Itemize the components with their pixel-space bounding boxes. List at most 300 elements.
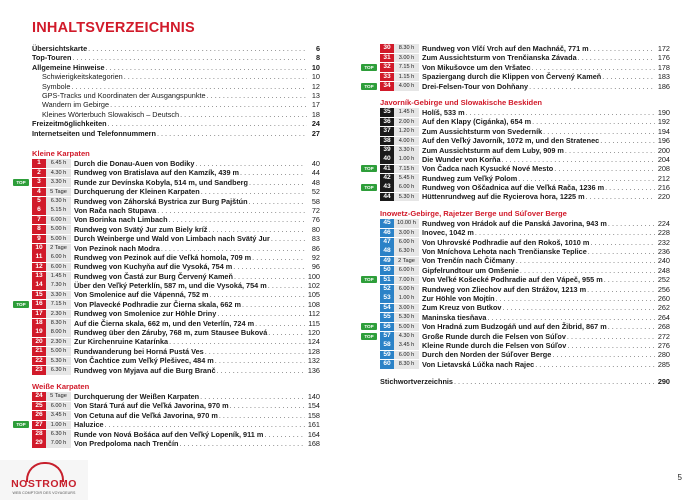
route-page: 240 <box>657 256 670 266</box>
logo-name: NOSTROMO <box>11 478 77 490</box>
route-duration: 6.00 h <box>394 285 419 294</box>
route-duration: 6.00 h <box>46 402 71 411</box>
route-entry[interactable] <box>32 347 320 356</box>
route-title: Von Čachtice zum Veľký Plešivec, 484 m <box>74 356 214 366</box>
route-entry[interactable] <box>32 197 320 206</box>
route-duration: 5.30 h <box>46 357 71 366</box>
route-entry[interactable] <box>380 350 670 359</box>
route-entry[interactable] <box>32 309 320 318</box>
route-entry[interactable] <box>380 341 670 350</box>
route-entry[interactable] <box>32 337 320 346</box>
route-page: 262 <box>657 303 670 313</box>
toc-entry-title: Internetseiten und Telefonnummern <box>32 128 156 138</box>
toc-entry-page: 17 <box>311 100 320 110</box>
route-entry[interactable] <box>32 439 320 448</box>
route-entry[interactable] <box>380 72 670 81</box>
route-duration: 6.00 h <box>46 263 71 272</box>
route-entry[interactable] <box>364 62 670 72</box>
toc-entry-page: 8 <box>315 53 320 63</box>
route-number: 11 <box>32 253 46 262</box>
route-page: 216 <box>657 183 670 193</box>
route-entry[interactable] <box>32 253 320 262</box>
toc-leader <box>179 439 305 448</box>
route-page: 83 <box>311 234 320 244</box>
route-duration: 5.00 h <box>394 323 419 332</box>
route-number: 30 <box>380 44 394 53</box>
route-entry[interactable] <box>380 146 670 155</box>
route-duration: 6.30 h <box>46 366 71 375</box>
toc-leader <box>554 164 655 173</box>
route-title: Maninska tiesňava <box>422 312 487 322</box>
left-column <box>16 148 320 448</box>
route-entry[interactable] <box>32 187 320 196</box>
top-tour-badge: TOP <box>13 179 29 186</box>
route-duration: 6.00 h <box>394 351 419 360</box>
route-title: Rundweg von Pezinok auf die Veľká homola, 709 m <box>74 252 252 262</box>
keyword-index-page: 290 <box>657 377 670 387</box>
route-entry[interactable] <box>364 322 670 332</box>
route-page: 48 <box>311 177 320 187</box>
toc-leader <box>502 303 655 312</box>
route-page: 92 <box>311 252 320 262</box>
route-duration: 1.00 h <box>394 294 419 303</box>
route-entry[interactable] <box>32 168 320 177</box>
route-title: Kleine Runde durch die Felsen von Súľov <box>422 340 567 350</box>
route-title: Von Mikušovce um den Vršatec <box>422 62 531 72</box>
route-entry[interactable] <box>32 281 320 290</box>
route-entry[interactable] <box>364 81 670 91</box>
route-title: Von Cetuna auf die Veľká Javorina, 970 m <box>74 410 218 420</box>
route-entry[interactable] <box>380 127 670 136</box>
route-duration: 8.30 h <box>394 44 419 53</box>
route-title: Durch die Donau-Auen von Bodiky <box>74 159 195 168</box>
toc-entry-page: 12 <box>311 81 320 91</box>
toc-leader <box>240 168 305 177</box>
toc-leader <box>217 366 305 375</box>
route-title: Zur Höhle von Mojtín <box>422 293 495 303</box>
route-number: 47 <box>380 238 394 247</box>
right-column <box>364 44 670 387</box>
route-title: Rundweg von Bratislava auf den Kamzík, 439 m <box>74 168 240 178</box>
route-page: 86 <box>311 243 320 253</box>
route-page: 168 <box>307 438 320 448</box>
route-page: 183 <box>657 72 670 82</box>
route-duration: 5.30 h <box>394 313 419 322</box>
toc-leader <box>207 91 307 100</box>
section-heading: Weiße Karpaten <box>32 381 90 391</box>
route-entry[interactable] <box>32 430 320 439</box>
top-tour-badge: TOP <box>361 323 377 330</box>
toc-leader <box>169 337 305 346</box>
route-page: 280 <box>657 350 670 360</box>
route-entry[interactable] <box>364 183 670 193</box>
toc-entry[interactable] <box>32 129 320 138</box>
route-page: 176 <box>657 53 670 63</box>
route-entry[interactable] <box>380 303 670 312</box>
route-page: 228 <box>657 228 670 238</box>
toc-entry[interactable] <box>32 82 320 91</box>
route-duration: 5.00 h <box>46 347 71 356</box>
toc-leader <box>169 215 305 224</box>
toc-leader <box>71 82 307 91</box>
route-entry[interactable] <box>364 275 670 285</box>
route-number: 19 <box>32 328 46 337</box>
toc-leader <box>249 178 305 187</box>
route-number: 1 <box>32 159 46 168</box>
route-duration: 3.30 h <box>46 291 71 300</box>
route-title: Von Stará Turá auf die Veľká Javorina, 970 m <box>74 401 229 411</box>
route-duration: 4.00 h <box>394 82 419 91</box>
toc-leader <box>532 63 655 72</box>
route-number: 22 <box>32 357 46 366</box>
route-entry[interactable] <box>380 136 670 145</box>
toc-leader <box>106 63 307 72</box>
toc-leader <box>496 294 655 303</box>
route-section <box>364 208 670 369</box>
route-duration: 3.45 h <box>394 341 419 350</box>
route-number: 40 <box>380 155 394 164</box>
toc-leader <box>264 430 305 439</box>
route-entry[interactable] <box>380 313 670 322</box>
route-duration: 4.30 h <box>46 169 71 178</box>
toc-leader <box>518 174 655 183</box>
route-duration: 8.30 h <box>394 360 419 369</box>
route-entry[interactable] <box>380 192 670 201</box>
route-number: 55 <box>380 313 394 322</box>
route-page: 105 <box>307 290 320 300</box>
toc-entry[interactable] <box>32 63 320 72</box>
route-number: 28 <box>32 430 46 439</box>
route-entry[interactable] <box>364 331 670 341</box>
route-duration: 5.00 h <box>46 225 71 234</box>
route-title: Drei-Felsen-Tour von Dohňany <box>422 81 529 91</box>
route-page: 194 <box>657 126 670 136</box>
route-title: Zur Kirchenruine Katarínka <box>74 337 169 347</box>
route-title: Gipfelrundtour um Omšenie <box>422 265 519 275</box>
route-page: 192 <box>657 117 670 127</box>
route-section <box>16 381 320 448</box>
route-number: 36 <box>380 118 394 127</box>
route-page: 161 <box>307 420 320 430</box>
route-page: 276 <box>657 340 670 350</box>
toc-entry[interactable] <box>32 110 320 119</box>
route-entry[interactable] <box>380 174 670 183</box>
toc-leader <box>233 262 305 271</box>
route-page: 112 <box>308 309 320 319</box>
route-title: Von Uhrovské Podhradie auf den Rokoš, 1010 m <box>422 237 590 247</box>
toc-leader <box>105 420 305 429</box>
route-title: Rundweg von Hrádok auf die Panská Javorina, 943 m <box>422 218 607 228</box>
toc-leader <box>268 281 305 290</box>
route-page: 115 <box>308 318 320 328</box>
route-entry[interactable] <box>32 272 320 281</box>
route-number: 54 <box>380 304 394 313</box>
toc-leader <box>535 360 655 369</box>
top-tour-badge: TOP <box>13 301 29 308</box>
route-number: 39 <box>380 146 394 155</box>
route-entry[interactable] <box>32 225 320 234</box>
route-duration: 3.00 h <box>394 304 419 313</box>
toc-entry-title: Symbole <box>42 81 71 91</box>
toc-leader <box>110 100 307 109</box>
route-duration: 7.30 h <box>46 281 71 290</box>
route-duration: 8.00 h <box>46 328 71 337</box>
toc-entry-page: 27 <box>311 128 320 138</box>
route-section <box>364 44 670 97</box>
route-page: 128 <box>307 346 320 356</box>
toc-entry-title: Top-Touren <box>32 53 72 63</box>
route-entry[interactable] <box>32 411 320 420</box>
route-entry[interactable] <box>364 164 670 174</box>
toc-leader <box>608 322 655 331</box>
toc-leader <box>520 266 655 275</box>
route-page: 248 <box>657 265 670 275</box>
route-entry[interactable] <box>380 219 670 228</box>
route-page: 52 <box>311 187 320 197</box>
route-entry[interactable] <box>380 44 670 53</box>
page-title: INHALTSVERZEICHNIS <box>32 20 195 36</box>
route-entry[interactable] <box>32 159 320 168</box>
toc-leader <box>108 119 307 128</box>
route-number: 32 <box>380 63 394 72</box>
top-tour-badge: TOP <box>361 333 377 340</box>
route-title: Von Lietavská Lúčka nach Rajec <box>422 359 535 369</box>
logo-tagline: WEB COMPTOIR DES VOYAGEURS <box>12 491 76 495</box>
toc-leader <box>271 234 305 243</box>
toc-leader <box>532 117 655 126</box>
route-entry[interactable] <box>32 262 320 271</box>
route-duration: 2.30 h <box>46 310 71 319</box>
toc-leader <box>249 197 305 206</box>
route-duration: 5.15 h <box>46 206 71 215</box>
toc-leader <box>242 300 305 309</box>
route-page: 108 <box>307 299 320 309</box>
route-number: 8 <box>32 225 46 234</box>
route-number: 44 <box>380 193 394 202</box>
route-duration: 5.00 h <box>46 235 71 244</box>
route-entry[interactable] <box>32 356 320 365</box>
route-page: 40 <box>311 159 320 168</box>
route-title: Von Mníchova Lehota nach Trenčianske Teplice <box>422 247 587 257</box>
route-page: 256 <box>657 284 670 294</box>
route-title: Rundweg von Zliechov auf den Strážov, 1213 m <box>422 284 587 294</box>
route-duration: 6.30 h <box>46 197 71 206</box>
toc-entry[interactable] <box>32 44 320 53</box>
route-number: 25 <box>32 402 46 411</box>
route-entry[interactable] <box>380 285 670 294</box>
route-number: 57 <box>380 332 394 341</box>
route-entry[interactable] <box>380 108 670 117</box>
route-page: 212 <box>657 173 670 183</box>
route-entry[interactable] <box>380 266 670 275</box>
route-entry[interactable] <box>16 299 320 309</box>
top-tour-badge: TOP <box>361 165 377 172</box>
route-page: 172 <box>657 44 670 53</box>
toc-leader <box>567 341 655 350</box>
route-duration: 2.00 h <box>394 118 419 127</box>
toc-entry-title: Wandern im Gebirge <box>42 100 110 110</box>
route-entry[interactable] <box>380 294 670 303</box>
toc-leader <box>161 244 305 253</box>
route-number: 60 <box>380 360 394 369</box>
route-number: 17 <box>32 310 46 319</box>
toc-leader <box>586 192 655 201</box>
toc-entry-title: GPS-Tracks und Koordinaten der Ausgangspunkte <box>42 90 206 100</box>
route-duration: 5.30 h <box>394 193 419 202</box>
toc-leader <box>252 253 305 262</box>
route-number: 21 <box>32 347 46 356</box>
route-title: Inovec, 1042 m <box>422 228 474 238</box>
toc-leader <box>157 129 307 138</box>
route-duration: 6.00 h <box>394 183 419 192</box>
route-number: 3 <box>32 178 46 187</box>
toc-leader <box>600 136 655 145</box>
section-heading: Javorník-Gebirge und Slowakische Beskiden <box>380 97 543 107</box>
toc-leader <box>552 350 655 359</box>
route-page: 102 <box>307 281 320 291</box>
route-entry[interactable] <box>32 206 320 215</box>
toc-leader <box>268 328 305 337</box>
route-duration: 1.45 h <box>46 272 71 281</box>
section-heading: Inowetz-Gebirge, Rajetzer Berge und Súľover Berge <box>380 208 567 218</box>
route-number: 35 <box>380 108 394 117</box>
route-title: Von Predpoloma nach Trenčín <box>74 438 179 448</box>
toc-leader <box>215 356 305 365</box>
route-entry[interactable] <box>32 244 320 253</box>
route-title: Von Veľké Košecké Podhradie auf den Vápeč, 955 m <box>422 275 603 285</box>
route-entry[interactable] <box>32 366 320 375</box>
route-entry[interactable] <box>32 290 320 299</box>
route-duration: 6.00 h <box>394 238 419 247</box>
route-title: Zum Aussichtsturm auf dem Luby, 909 m <box>422 145 564 155</box>
route-number: 12 <box>32 263 46 272</box>
route-number: 18 <box>32 319 46 328</box>
route-title: Rundweg von Častá zur Burg Červený Kameň <box>74 271 233 281</box>
route-duration: 1.20 h <box>394 127 419 136</box>
route-title: Zum Kreuz von Butkov <box>422 303 502 313</box>
toc-entry-title: Kleines Wörterbuch Slowakisch – Deutsch <box>42 109 180 119</box>
route-number: 51 <box>380 276 394 285</box>
route-number: 14 <box>32 281 46 290</box>
toc-leader <box>567 332 655 341</box>
route-number: 41 <box>380 165 394 174</box>
publisher-logo <box>0 460 88 500</box>
route-duration: 6.00 h <box>46 216 71 225</box>
route-duration: 2.30 h <box>46 338 71 347</box>
toc-entry[interactable] <box>32 53 320 62</box>
route-entry[interactable] <box>32 234 320 243</box>
top-tour-badge: TOP <box>361 83 377 90</box>
route-page: 80 <box>311 224 320 234</box>
route-entry[interactable] <box>380 360 670 369</box>
route-number: 52 <box>380 285 394 294</box>
route-entry[interactable] <box>380 238 670 247</box>
keyword-index-entry[interactable] <box>380 377 670 387</box>
route-title: Auf den Klapy (Cigánka), 654 m <box>422 117 532 127</box>
toc-leader <box>124 72 307 81</box>
route-page: 140 <box>307 391 320 401</box>
route-title: Rundwanderung bei Horná Pustá Ves <box>74 346 204 356</box>
route-number: 27 <box>32 421 46 430</box>
toc-leader <box>219 411 305 420</box>
route-page: 58 <box>311 196 320 206</box>
route-title: Rundweg von Vlčí Vrch auf den Machnáč, 771 m <box>422 44 589 53</box>
route-title: Von Rača nach Stupava <box>74 205 157 215</box>
route-duration: 3.30 h <box>46 178 71 187</box>
toc-entry-page: 18 <box>311 109 320 119</box>
route-number: 29 <box>32 439 46 448</box>
route-entry[interactable] <box>16 177 320 187</box>
route-title: Haluzice <box>74 420 104 430</box>
route-entry[interactable] <box>380 228 670 237</box>
route-entry[interactable] <box>380 247 670 256</box>
toc-leader <box>529 82 655 91</box>
toc-entry[interactable] <box>32 91 320 100</box>
route-page: 44 <box>311 168 320 178</box>
toc-entry[interactable] <box>32 100 320 109</box>
route-section <box>16 148 320 381</box>
route-entry[interactable] <box>32 319 320 328</box>
toc-entry[interactable] <box>32 119 320 128</box>
route-title: Rundweg von Oščadnica auf die Veľká Rača, 1236 m <box>422 183 605 193</box>
route-title: Über den Veľký Peterklín, 587 m, und die Vysoká, 754 m <box>74 281 267 291</box>
route-page: 164 <box>307 429 320 439</box>
toc-leader <box>565 146 655 155</box>
route-entry[interactable] <box>380 53 670 62</box>
toc-leader <box>516 256 655 265</box>
toc-general <box>32 44 320 138</box>
route-number: 7 <box>32 216 46 225</box>
route-page: 236 <box>657 247 670 257</box>
route-duration: 5 Tage <box>46 188 71 197</box>
toc-entry-page: 24 <box>311 119 320 129</box>
route-duration: 4.00 h <box>394 137 419 146</box>
top-tour-badge: TOP <box>361 184 377 191</box>
toc-entry-page: 6 <box>315 44 320 53</box>
route-entry[interactable] <box>32 215 320 224</box>
route-entry[interactable] <box>380 117 670 126</box>
route-page: 208 <box>657 164 670 174</box>
toc-leader <box>475 228 655 237</box>
route-entry[interactable] <box>32 392 320 401</box>
route-entry[interactable] <box>380 256 670 265</box>
route-duration: 3.45 h <box>46 411 71 420</box>
route-number: 4 <box>32 188 46 197</box>
route-number: 24 <box>32 392 46 401</box>
route-number: 56 <box>380 323 394 332</box>
top-tour-badge: TOP <box>361 64 377 71</box>
route-entry[interactable] <box>380 155 670 164</box>
route-title: Auf den Veľký Javorník, 1072 m, und den Stratenec <box>422 136 600 146</box>
toc-leader <box>180 110 307 119</box>
route-page: 252 <box>657 275 670 285</box>
route-page: 204 <box>657 154 670 164</box>
route-page: 268 <box>657 322 670 332</box>
toc-entry[interactable] <box>32 72 320 81</box>
route-page: 158 <box>307 410 320 420</box>
route-entry[interactable] <box>16 420 320 430</box>
route-section <box>364 97 670 208</box>
route-entry[interactable] <box>32 401 320 410</box>
toc-leader <box>88 44 307 53</box>
toc-leader <box>454 377 657 387</box>
toc-entry-title: Freizeitmöglichkeiten <box>32 119 107 129</box>
route-entry[interactable] <box>32 328 320 337</box>
toc-leader <box>205 347 305 356</box>
route-duration: 8.30 h <box>46 319 71 328</box>
route-title: Runde von Nová Bošáca auf den Veľký Lopeník, 911 m <box>74 429 264 439</box>
route-duration: 10.00 h <box>394 219 419 228</box>
